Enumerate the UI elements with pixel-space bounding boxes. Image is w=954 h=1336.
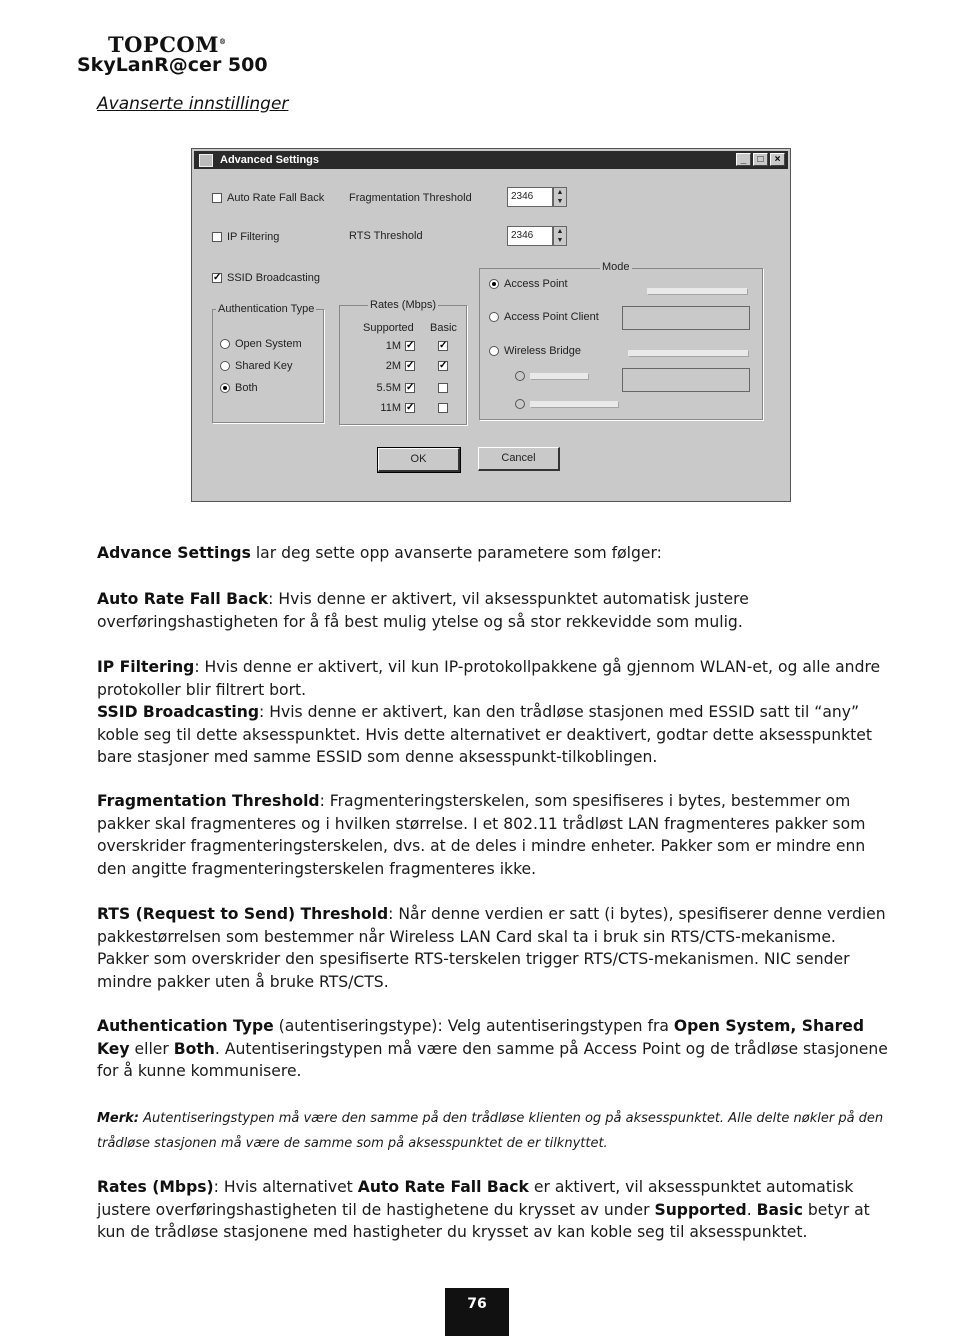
fragmentation-threshold-label: Fragmentation Threshold: [349, 192, 472, 204]
checkbox-box: [212, 232, 222, 242]
rate-1m-label: 1M: [385, 340, 401, 352]
client-address-field[interactable]: [622, 306, 750, 330]
checkbox-box: [212, 193, 222, 203]
rates-basic-header: Basic: [430, 322, 457, 334]
fragmentation-threshold-input[interactable]: 2346: [507, 187, 553, 207]
fragmentation-threshold-stepper[interactable]: [507, 187, 567, 207]
term-auto-rate-fallback: Auto Rate Fall Back: [97, 590, 269, 608]
radio-selected-icon: [489, 279, 499, 289]
text-rates-2: er aktivert, vil aksesspunktet automatisk justere overføringshastigheten til de hastighetene du krysset av under: [97, 1178, 854, 1219]
window-icon: [199, 154, 213, 167]
radio-icon: [489, 346, 499, 356]
authentication-type-label: Authentication Type: [218, 303, 315, 315]
rate-2m-supported-checkbox[interactable]: ✓: [406, 360, 415, 371]
spin-arrows-icon[interactable]: ▲ ▼: [553, 187, 567, 207]
mode-wireless-bridge-label: Wireless Bridge: [504, 345, 582, 357]
auth-open-system-label: Open System: [235, 338, 302, 350]
radio-icon: [489, 312, 499, 322]
rates-group-label: Rates (Mbps): [370, 299, 437, 311]
text-ssid-broadcasting: : Hvis denne er aktivert, kan den trådløse stasjonen med ESSID satt til “any” koble seg til dette aksesspunktet. Hvis dette alternativet er deaktivert, godtar dette aksesspunktet bare stasjoner med samme ESSID som denne aksesspunkt-tilkoblingen.: [97, 703, 872, 766]
spin-arrows-icon[interactable]: ▲ ▼: [553, 226, 567, 246]
ssid-broadcasting-label: SSID Broadcasting: [227, 272, 320, 284]
term-rts-threshold: RTS (Request to Send) Threshold: [97, 905, 389, 923]
ip-filtering-label: IP Filtering: [227, 231, 280, 243]
text-ip-filtering: : Hvis denne er aktivert, vil kun IP-protokollpakkene gå gjennom WLAN-et, og alle andre protokoller blir filtrert bort.: [97, 658, 881, 699]
disabled-label-placeholder: [530, 373, 588, 379]
mode-access-point-client-label: Access Point Client: [504, 311, 599, 323]
paragraph-rts-threshold: [97, 903, 889, 993]
auth-shared-key-radio[interactable]: [220, 360, 292, 372]
auth-shared-key-label: Shared Key: [235, 360, 293, 372]
text-rates-4: betyr at kun de trådløse stasjonene med hastigheter du krysset av kan koble seg til aksesspunktet.: [97, 1200, 870, 1241]
paragraph-auto-rate-fallback: [97, 588, 889, 633]
ok-button[interactable]: OK: [378, 448, 460, 472]
text-authentication-type-1: (autentiseringstype): Velg autentiseringstypen fra: [273, 1017, 674, 1035]
term-auto-rate-fallback-ref: Auto Rate Fall Back: [357, 1178, 529, 1196]
rates-supported-header: Supported: [363, 322, 414, 334]
disabled-label-placeholder: [530, 401, 618, 407]
text-authentication-type-3: . Autentiseringstypen må være den samme på Access Point og de trådløse stasjonene for å kunne kommunisere.: [97, 1039, 888, 1080]
rate-1m-basic-checkbox[interactable]: ✓: [439, 340, 448, 351]
note-text: Autentiseringstypen må være den samme på den trådløse klienten og på aksesspunktet. Alle delte nøkler på den trådløse stasjonen må være de samme som på aksesspunktet de er tilknyttet.: [97, 1111, 884, 1151]
rate-11m-supported-checkbox[interactable]: ✓: [406, 402, 415, 413]
mode-access-point-client-radio[interactable]: [489, 311, 599, 323]
auto-rate-fallback-label: Auto Rate Fall Back: [227, 192, 325, 204]
mode-group-label: Mode: [602, 261, 630, 273]
ip-filtering-checkbox[interactable]: [212, 231, 279, 243]
radio-selected-icon: [220, 383, 230, 393]
maximize-button[interactable]: □: [753, 153, 768, 166]
term-both: Both: [173, 1039, 215, 1058]
paragraph-rates: [97, 1176, 889, 1244]
auth-both-label: Both: [235, 382, 258, 394]
text-rts-threshold: : Når denne verdien er satt (i bytes), spesifiserer denne verdien pakkestørrelsen som bestemmer når Wireless LAN Card skal ta i bruk sin RTS/CTS-mekanisme. Pakker som overskrider den spesifiserte RTS-terskelen trigger RTS/CTS-mekanismen. NIC sender mindre pakker uten å bruke RTS/CTS.: [97, 905, 886, 991]
term-basic: Basic: [756, 1200, 803, 1219]
rate-11m-basic-checkbox[interactable]: [438, 403, 448, 413]
mode-access-point-label: Access Point: [504, 278, 568, 290]
disabled-text-placeholder: [628, 350, 748, 356]
brand-mark: ®: [218, 37, 227, 46]
paragraph-advance-settings: [97, 542, 889, 565]
note-paragraph: [97, 1106, 889, 1156]
mode-wireless-bridge-radio[interactable]: [489, 345, 581, 357]
page-number: 76: [445, 1288, 509, 1336]
section-title: Avanserte innstillinger: [97, 94, 289, 114]
mode-access-point-radio[interactable]: [489, 278, 568, 290]
rts-threshold-stepper[interactable]: [507, 226, 567, 246]
dialog-title: Advanced Settings: [220, 154, 320, 166]
text-rates-3: .: [746, 1200, 757, 1219]
rate-1m-supported-checkbox[interactable]: ✓: [406, 340, 415, 351]
rts-threshold-label: RTS Threshold: [349, 230, 423, 242]
term-fragmentation-threshold: Fragmentation Threshold: [97, 792, 320, 810]
radio-icon: [220, 361, 230, 371]
text-auto-rate-fallback: : Hvis denne er aktivert, vil aksesspunktet automatisk justere overføringshastigheten for å få best mulig ytelse og så stor rekkevidde som mulig.: [97, 590, 749, 631]
paragraph-fragmentation-threshold: [97, 790, 889, 880]
dialog-titlebar: [194, 151, 788, 169]
product-name: SkyLanR@cer 500: [77, 54, 268, 76]
radio-icon: [220, 339, 230, 349]
auth-open-system-radio[interactable]: [220, 338, 302, 350]
term-rates: Rates (Mbps): [97, 1178, 214, 1196]
rate-2m-basic-checkbox[interactable]: ✓: [439, 360, 448, 371]
rate-5-5m-basic-checkbox[interactable]: [438, 383, 448, 393]
text-authentication-type-2: eller: [129, 1039, 174, 1058]
checkmark-icon: ✓: [213, 272, 222, 284]
minimize-button[interactable]: _: [736, 153, 751, 166]
radio-disabled-icon: [515, 371, 525, 381]
radio-disabled-icon: [515, 399, 525, 409]
ssid-broadcasting-checkbox[interactable]: [212, 272, 320, 284]
paragraph-ssid-broadcasting: [97, 701, 889, 769]
text-fragmentation-threshold: : Fragmenteringsterskelen, som spesifiseres i bytes, bestemmer om pakker skal fragmenteres og i hvilken størrelse. I et 802.11 trådløst LAN fragmenteres pakker som overskrider fragmenteringsterskelen, dvs. at de deles i mindre enheter. Pakker som er mindre enn den angitte fragmenteringsterskelen fragmenteres ikke.: [97, 792, 866, 878]
term-advance-settings: Advance Settings: [97, 544, 251, 562]
rts-threshold-input[interactable]: 2346: [507, 226, 553, 246]
text-advance-settings: lar deg sette opp avanserte parametere som følger:: [250, 544, 662, 562]
term-ip-filtering: IP Filtering: [97, 658, 195, 676]
advanced-settings-dialog: [191, 148, 791, 502]
paragraph-authentication-type: [97, 1015, 889, 1083]
term-ssid-broadcasting: SSID Broadcasting: [97, 703, 260, 721]
rate-11m-label: 11M: [380, 402, 401, 414]
auto-rate-fallback-checkbox[interactable]: [212, 192, 324, 204]
brand-name: TOPCOM: [108, 32, 219, 57]
bridge-address-field[interactable]: [622, 368, 750, 392]
note-label: Merk:: [97, 1111, 140, 1126]
auth-both-radio[interactable]: [220, 382, 258, 394]
disabled-text-placeholder: [647, 288, 747, 294]
term-supported: Supported: [654, 1200, 747, 1219]
close-button[interactable]: ×: [770, 153, 785, 166]
text-rates-1: : Hvis alternativet: [213, 1178, 358, 1196]
rate-5-5m-label: 5.5M: [376, 382, 401, 394]
term-authentication-type: Authentication Type: [97, 1017, 274, 1035]
cancel-button[interactable]: Cancel: [478, 447, 560, 471]
rate-2m-label: 2M: [385, 360, 401, 372]
bridge-sub-radio-1[interactable]: [515, 370, 588, 382]
bridge-sub-radio-2[interactable]: [515, 398, 618, 410]
paragraph-ip-filtering: [97, 656, 889, 701]
rate-5-5m-supported-checkbox[interactable]: ✓: [406, 382, 415, 393]
term-auth-options: Open System, Shared Key: [97, 1017, 865, 1058]
